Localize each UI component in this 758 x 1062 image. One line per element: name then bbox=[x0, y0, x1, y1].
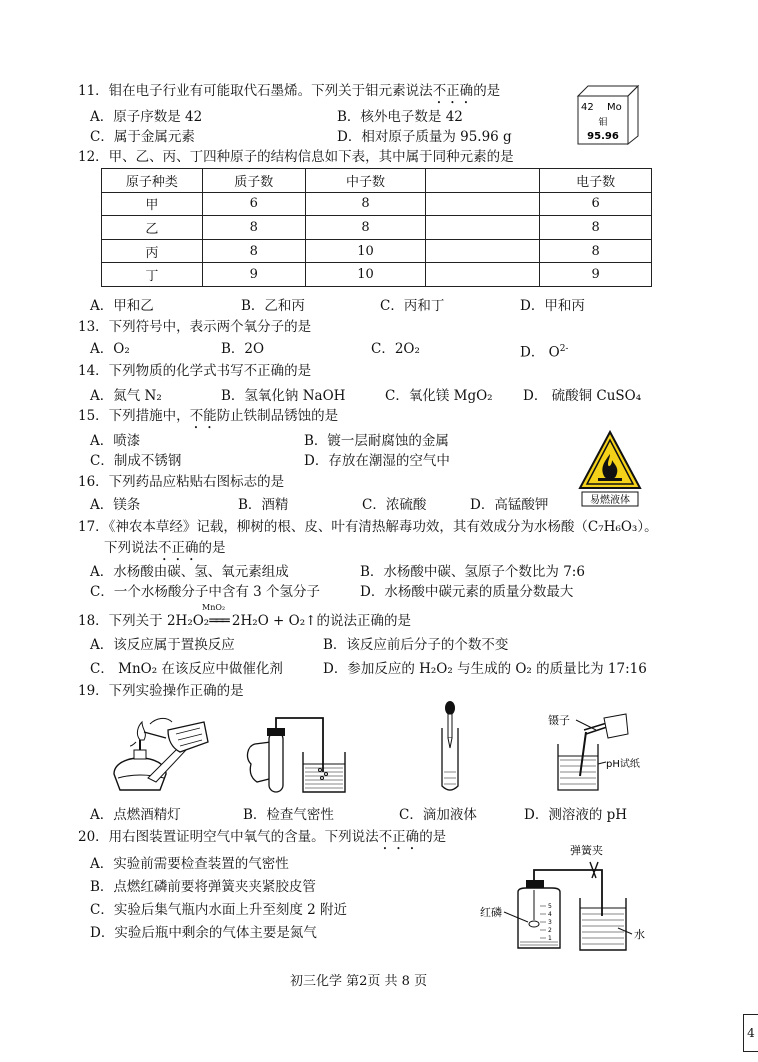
q16-option-b: B．酒精 bbox=[238, 497, 289, 513]
tile-name: 钼 bbox=[598, 118, 608, 128]
svg-text:4: 4 bbox=[548, 911, 552, 918]
table-cell: 6 bbox=[540, 192, 652, 216]
q13-option-c: C．2O₂ bbox=[371, 341, 420, 357]
table-header bbox=[426, 169, 540, 193]
q14-option-b: B．氢氧化钠 NaOH bbox=[221, 388, 346, 404]
q19-option-c: C．滴加液体 bbox=[399, 807, 477, 823]
q15-stem: 15．下列措施中，不能防止铁制品锈蚀的是 bbox=[78, 408, 339, 424]
table-cell: 9 bbox=[540, 263, 652, 287]
table-cell bbox=[426, 192, 540, 216]
table-header: 电子数 bbox=[540, 169, 652, 193]
scale-marks bbox=[548, 903, 552, 942]
q12-option-a: A．甲和乙 bbox=[90, 298, 154, 314]
table-header: 中子数 bbox=[305, 169, 426, 193]
q20-option-d: D．实验后瓶中剩余的气体主要是氮气 bbox=[90, 925, 317, 941]
ph-paper-label: pH试纸 bbox=[606, 759, 640, 770]
table-cell: 8 bbox=[540, 239, 652, 263]
q13-option-b: B．2O bbox=[221, 341, 265, 357]
tile-number: 42 bbox=[581, 102, 594, 113]
q15-option-a: A．喷漆 bbox=[90, 433, 141, 449]
hand-icon bbox=[168, 722, 208, 752]
table-row bbox=[102, 216, 652, 240]
q12-option-b: B．乙和丙 bbox=[241, 298, 305, 314]
svg-text:2: 2 bbox=[548, 927, 552, 934]
lamp-lighting-figure bbox=[108, 712, 212, 794]
hand-icon bbox=[604, 714, 628, 738]
page-footer: 初三化学 第2页 共 8 页 bbox=[290, 974, 428, 989]
q11-option-d: D．相对原子质量为 95.96 g bbox=[337, 129, 512, 145]
airtightness-check-figure bbox=[243, 712, 351, 796]
atom-structure-table bbox=[101, 168, 652, 287]
q17-option-c: C．一个水杨酸分子中含有 3 个氢分子 bbox=[90, 584, 321, 600]
sign-label: 易燃液体 bbox=[590, 495, 630, 506]
q15-option-b: B．镀一层耐腐蚀的金属 bbox=[304, 433, 449, 449]
table-header-row bbox=[102, 169, 652, 193]
q11-option-a: A．原子序数是 42 bbox=[90, 109, 203, 125]
svg-text:3: 3 bbox=[548, 919, 552, 926]
table-cell: 丁 bbox=[102, 263, 203, 287]
q20-option-b: B．点燃红磷前要将弹簧夹夹紧胶皮管 bbox=[90, 879, 316, 895]
ph-test-figure bbox=[536, 712, 640, 794]
table-cell: 乙 bbox=[102, 216, 203, 240]
q12-option-c: C．丙和丁 bbox=[380, 298, 445, 314]
q11-option-b: B．核外电子数是 42 bbox=[337, 109, 463, 125]
svg-text:5: 5 bbox=[548, 903, 552, 910]
q19-option-b: B．检查气密性 bbox=[243, 807, 334, 823]
q14-option-a: A．氮气 N₂ bbox=[90, 388, 162, 404]
q17-option-b: B．水杨酸中碳、氢原子个数比为 7:6 bbox=[360, 564, 585, 580]
table-cell: 8 bbox=[202, 239, 305, 263]
table-cell: 甲 bbox=[102, 192, 203, 216]
flammable-liquid-sign bbox=[578, 430, 642, 508]
table-row bbox=[102, 192, 652, 216]
oxygen-content-apparatus bbox=[478, 842, 654, 954]
svg-text:1: 1 bbox=[548, 935, 552, 942]
q14-stem: 14．下列物质的化学式书写不正确的是 bbox=[78, 363, 312, 379]
q16-option-a: A．镁条 bbox=[90, 497, 141, 513]
q18-option-d: D．参加反应的 H₂O₂ 与生成的 O₂ 的质量比为 17:16 bbox=[323, 661, 647, 677]
table-cell: 8 bbox=[202, 216, 305, 240]
table-cell: 10 bbox=[305, 239, 426, 263]
table-cell bbox=[426, 239, 540, 263]
q18-option-a: A．该反应属于置换反应 bbox=[90, 637, 235, 653]
q17-option-a: A．水杨酸由碳、氢、氧元素组成 bbox=[90, 564, 289, 580]
q16-stem: 16．下列药品应粘贴右图标志的是 bbox=[78, 474, 285, 490]
q19-stem: 19．下列实验操作正确的是 bbox=[78, 683, 244, 699]
q18-catalyst-label: MnO₂ bbox=[202, 603, 226, 612]
q17-option-d: D．水杨酸中碳元素的质量分数最大 bbox=[360, 584, 574, 600]
q19-option-d: D．测溶液的 pH bbox=[524, 807, 628, 823]
table-row bbox=[102, 263, 652, 287]
q15-option-d: D．存放在潮湿的空气中 bbox=[304, 453, 450, 469]
q20-stem: 20．用右图装置证明空气中氧气的含量。下列说法不正确的是 bbox=[78, 829, 447, 845]
table-cell: 丙 bbox=[102, 239, 203, 263]
q13-option-d: D． $O^{2-}$ bbox=[520, 344, 569, 361]
table-cell: 6 bbox=[202, 192, 305, 216]
water-label: 水 bbox=[634, 928, 645, 941]
q20-option-c: C．实验后集气瓶内水面上升至刻度 2 附近 bbox=[90, 902, 348, 918]
table-cell: 8 bbox=[305, 216, 426, 240]
clamp-label: 弹簧夹 bbox=[570, 844, 603, 857]
q19-option-a: A．点燃酒精灯 bbox=[90, 807, 181, 823]
q11-stem: 11．钼在电子行业有可能取代石墨烯。下列关于钼元素说法不正确的是 bbox=[78, 83, 501, 99]
table-cell bbox=[426, 263, 540, 287]
phosphorus-label: 红磷 bbox=[480, 906, 502, 919]
table-cell: 8 bbox=[305, 192, 426, 216]
q20-option-a: A．实验前需要检查装置的气密性 bbox=[90, 856, 289, 872]
table-header: 质子数 bbox=[202, 169, 305, 193]
q14-option-c: C．氧化镁 MgO₂ bbox=[385, 388, 493, 404]
flame-icon bbox=[137, 722, 145, 740]
table-cell bbox=[426, 216, 540, 240]
q11-option-c: C．属于金属元素 bbox=[90, 129, 195, 145]
table-row bbox=[102, 239, 652, 263]
q18-option-c: C． MnO₂ 在该反应中做催化剂 bbox=[90, 661, 283, 677]
q12-stem: 12．甲、乙、丙、丁四种原子的结构信息如下表，其中属于同种元素的是 bbox=[78, 149, 514, 165]
q17-stem: 17．《神农本草经》记载，柳树的根、皮、叶有清热解毒功效，其有效成分为水杨酸（C₇H₆O₃）。 bbox=[78, 519, 658, 535]
q18-option-b: B．该反应前后分子的个数不变 bbox=[323, 637, 509, 653]
page-corner-mark: 4 bbox=[743, 1014, 758, 1052]
dropper-figure bbox=[428, 700, 468, 794]
tweezers-label: 镊子 bbox=[548, 714, 570, 727]
q13-stem: 13．下列符号中，表示两个氧分子的是 bbox=[78, 319, 312, 335]
tile-symbol: Mo bbox=[607, 102, 622, 113]
table-cell: 8 bbox=[540, 216, 652, 240]
element-tile-figure bbox=[576, 84, 640, 146]
q18-stem: 18．下列关于 2H₂O₂═══ 2H₂O + O₂↑的说法正确的是 bbox=[78, 613, 411, 629]
q13-option-a: A．O₂ bbox=[90, 341, 130, 357]
q16-option-c: C．浓硫酸 bbox=[362, 497, 427, 513]
table-header: 原子种类 bbox=[102, 169, 203, 193]
q16-option-d: D．高锰酸钾 bbox=[470, 497, 549, 513]
table-cell: 10 bbox=[305, 263, 426, 287]
table-cell: 9 bbox=[202, 263, 305, 287]
q17-stem-2: 下列说法不正确的是 bbox=[104, 540, 226, 556]
tile-mass: 95.96 bbox=[587, 131, 619, 142]
q15-option-c: C．制成不锈钢 bbox=[90, 453, 182, 469]
q12-option-d: D．甲和丙 bbox=[520, 298, 585, 314]
q14-option-d: D． 硫酸铜 CuSO₄ bbox=[523, 388, 642, 404]
